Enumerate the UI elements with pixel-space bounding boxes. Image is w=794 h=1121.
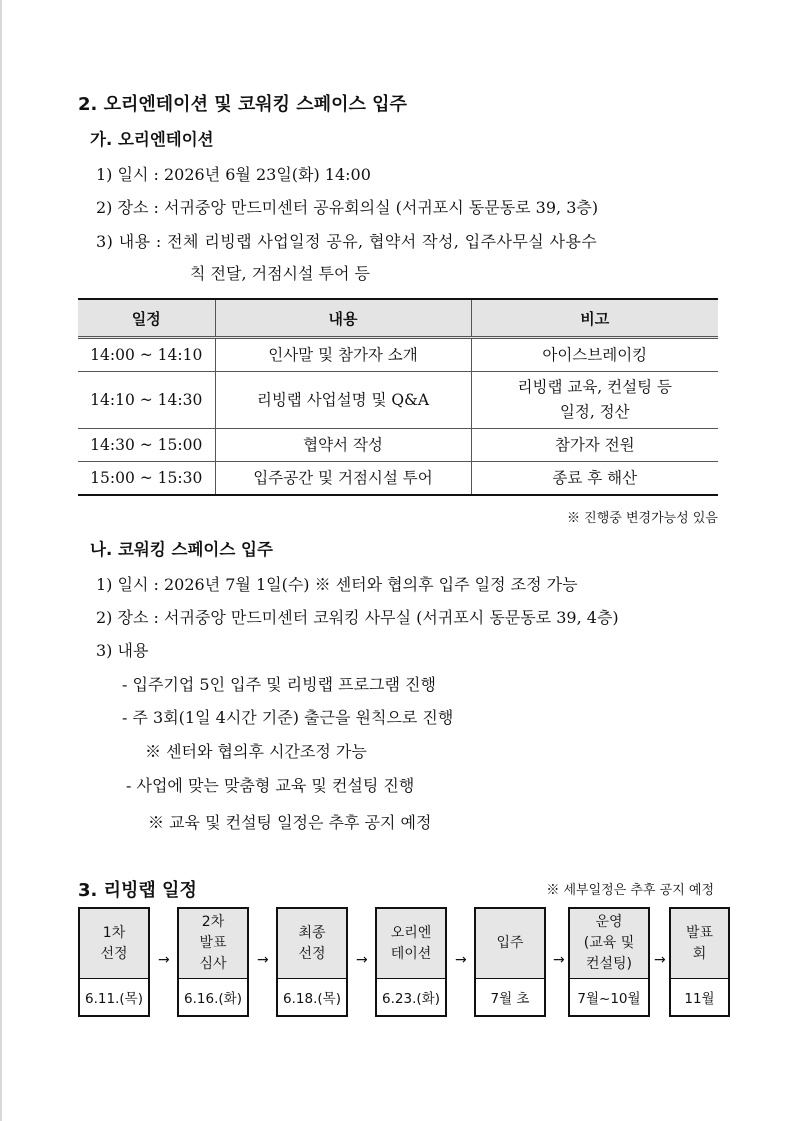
step-date: 6.11.(목) [85,991,143,1007]
coworking-content: 3) 내용 [96,641,149,660]
step-date: 7월~10월 [577,991,641,1007]
arrow-icon: → [654,952,666,968]
bullet-note: ※ 센터와 협의후 시간조정 가능 [145,742,367,761]
step-date: 6.16.(화) [184,991,242,1007]
section-heading: 2. 오리엔테이션 및 코워킹 스페이스 입주 [78,94,407,115]
subsection-heading: 가. 오리엔테이션 [90,130,214,149]
orientation-date: 1) 일시 : 2026년 6월 23일(화) 14:00 [96,165,371,184]
timeline-step [474,907,546,1017]
section-note: ※ 세부일정은 추후 공지 예정 [546,883,714,898]
time-cell: 14:10 ~ 14:30 [78,372,215,429]
timeline-step [177,907,249,1017]
content-cell: 입주공간 및 거점시설 투어 [215,462,471,496]
table-footnote: ※ 진행중 변경가능성 있음 [567,511,718,526]
column-header: 내용 [215,299,471,338]
timeline-step [568,907,650,1017]
step-label: 입주 [476,909,544,979]
note-line: 리빙랩 교육, 컨설팅 등 [517,378,672,396]
time-cell: 14:30 ~ 15:00 [78,429,215,462]
timeline-step [375,907,447,1017]
timeline-step [669,907,730,1017]
section-heading: 3. 리빙랩 일정 [78,880,197,901]
step-label: 오리엔 테이션 [377,909,445,979]
step-label: 최종 선정 [278,909,346,979]
coworking-place: 2) 장소 : 서귀중앙 만드미센터 코워킹 사무실 (서귀포시 동문동로 39, 4층) [96,608,619,627]
coworking-date: 1) 일시 : 2026년 7월 1일(수) ※ 센터와 협의후 입주 일정 조정 가능 [96,575,578,594]
content-cell: 리빙랩 사업설명 및 Q&A [215,372,471,429]
orientation-schedule-table [78,298,718,496]
note-line: 일정, 정산 [559,403,630,421]
bullet-item: - 입주기업 5인 입주 및 리빙랩 프로그램 진행 [122,675,436,694]
table-row [78,338,718,372]
note-cell [471,372,718,429]
column-header: 일정 [78,299,215,338]
table-header-row [78,299,718,338]
timeline-step [78,907,150,1017]
timeline-step [276,907,348,1017]
note-cell: 아이스브레이킹 [471,338,718,372]
page-edge [0,0,2,1121]
bullet-item: - 주 3회(1일 4시간 기준) 출근을 원칙으로 진행 [122,708,454,727]
note-cell: 종료 후 해산 [471,462,718,496]
step-date: 6.18.(목) [283,991,341,1007]
bullet-item: - 사업에 맞는 맞춤형 교육 및 컨설팅 진행 [126,776,415,795]
table-row [78,372,718,429]
step-label: 2차 발표 심사 [179,909,247,979]
column-header: 비고 [471,299,718,338]
time-cell: 14:00 ~ 14:10 [78,338,215,372]
step-label: 1차 선정 [80,909,148,979]
table-row [78,429,718,462]
step-label: 발표 회 [671,909,728,979]
table-row [78,462,718,496]
orientation-place: 2) 장소 : 서귀중앙 만드미센터 공유회의실 (서귀포시 동문동로 39, 3층) [96,198,599,217]
arrow-icon: → [356,952,368,968]
time-cell: 15:00 ~ 15:30 [78,462,215,496]
orientation-content: 3) 내용 : 전체 리빙랩 사업일정 공유, 협약서 작성, 입주사무실 사용수 [96,232,598,251]
step-date: 11월 [684,991,715,1007]
orientation-content-cont: 칙 전달, 거점시설 투어 등 [190,264,370,283]
arrow-icon: → [257,952,269,968]
arrow-icon: → [158,952,170,968]
content-cell: 협약서 작성 [215,429,471,462]
step-label: 운영 (교육 및 컨설팅) [570,909,648,979]
step-date: 7월 초 [490,991,530,1007]
subsection-heading: 나. 코워킹 스페이스 입주 [90,540,273,559]
arrow-icon: → [455,952,467,968]
bullet-note: ※ 교육 및 컨설팅 일정은 추후 공지 예정 [148,813,432,832]
note-cell: 참가자 전원 [471,429,718,462]
content-cell: 인사말 및 참가자 소개 [215,338,471,372]
arrow-icon: → [553,952,565,968]
step-date: 6.23.(화) [382,991,440,1007]
